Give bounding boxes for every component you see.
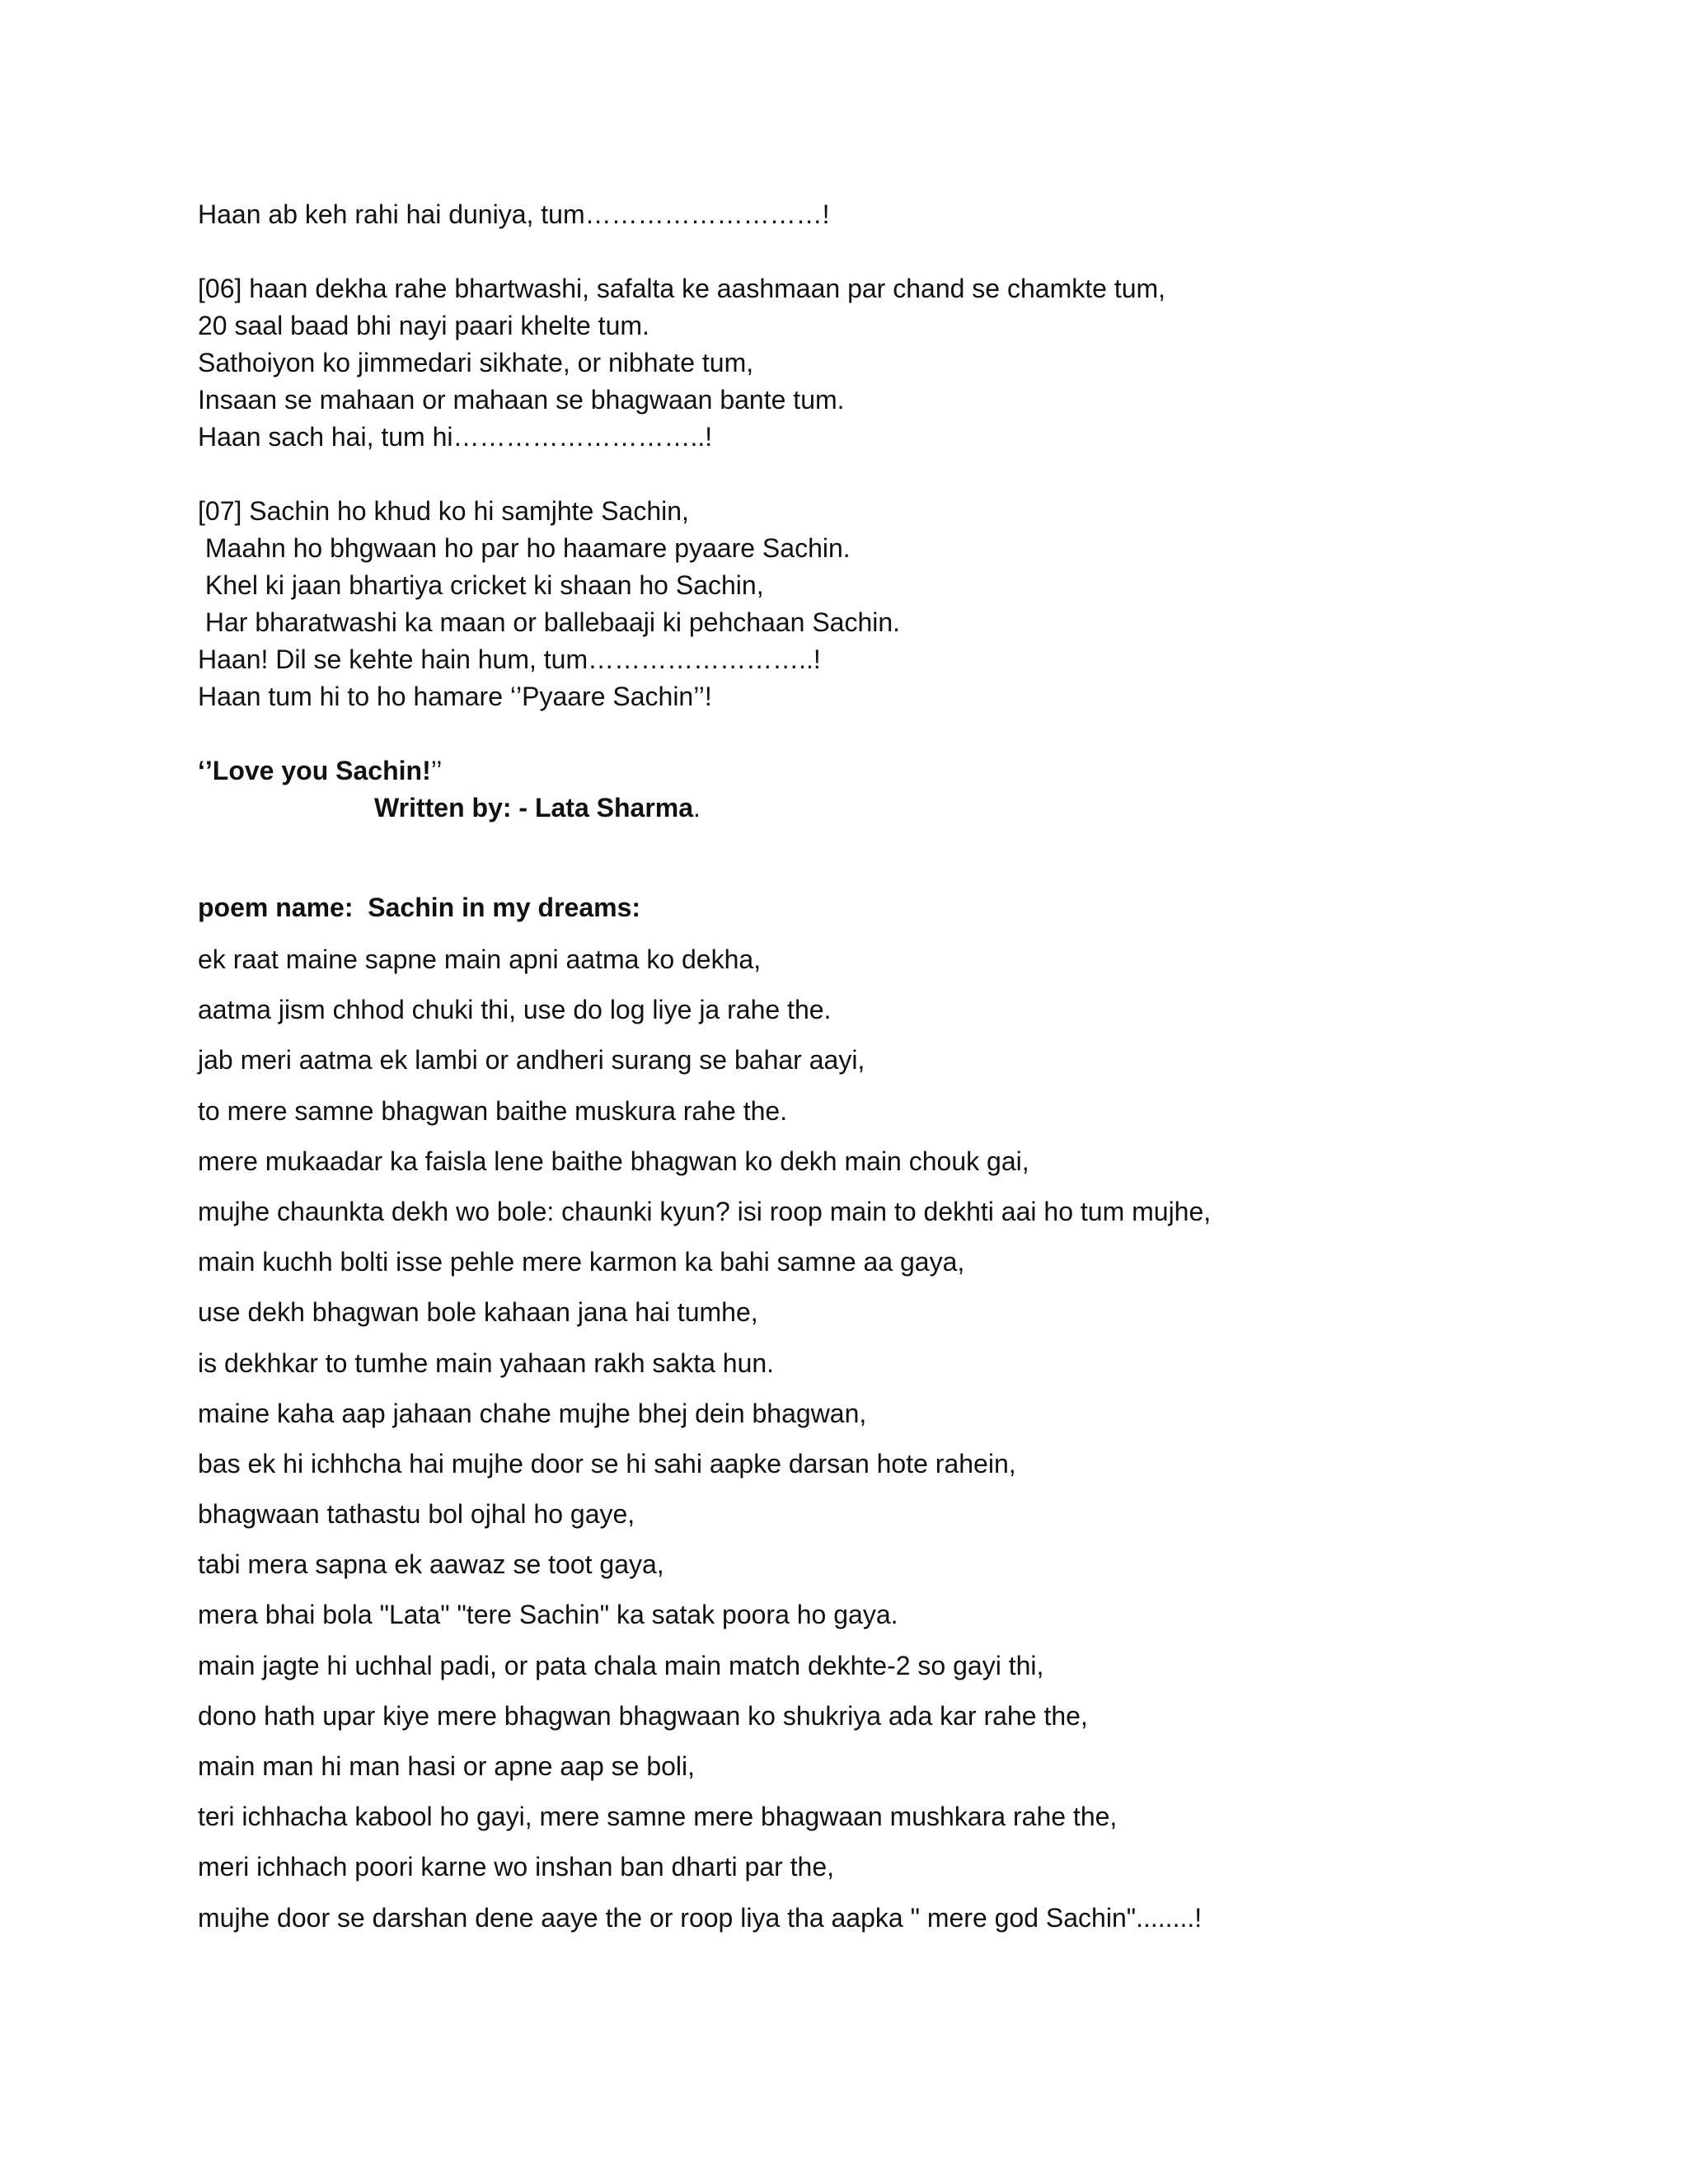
closing-bold-text: ‘’Love you Sachin! [198, 756, 431, 785]
spacer [198, 864, 1550, 880]
poem-line: main jagte hi uchhal padi, or pata chala main match dekhte-2 so gayi thi, [198, 1650, 1044, 1680]
poem-line: main kuchh bolti isse pehle mere karmon ka bahi samne aa gaya, [198, 1247, 965, 1277]
poem-line: maine kaha aap jahaan chahe mujhe bhej dein bhagwan, [198, 1398, 867, 1428]
spacer [198, 827, 1550, 864]
poem-line: dono hath upar kiye mere bhagwan bhagwaan ko shukriya ada kar rahe the, [198, 1700, 1088, 1731]
stanza-line: Haan! Dil se kehte hain hum, tum……………………..! [198, 644, 821, 674]
poem-line: to mere samne bhagwan baithe muskura rahe the. [198, 1095, 788, 1126]
poem-line: mujhe chaunkta dekh wo bole: chaunki kyun? isi roop main to dekhti aai ho tum mujhe, [198, 1196, 1212, 1226]
spacer [198, 715, 1550, 752]
stanza-line: Haan sach hai, tum hi………………………..! [198, 422, 713, 452]
author-period: . [693, 793, 701, 823]
stanza-line: Maahn ho bhgwaan ho par ho haamare pyaare Sachin. [198, 533, 851, 563]
intro-line: Haan ab keh rahi hai duniya, tum………………………! [198, 199, 830, 229]
stanza-06 [198, 270, 1550, 456]
poem-line: teri ichhacha kabool ho gayi, mere samne mere bhagwaan mushkara rahe the, [198, 1802, 1118, 1832]
poem-line: aatma jism chhod chuki thi, use do log liye ja rahe the. [198, 995, 832, 1025]
document-body [198, 196, 1550, 1943]
stanza-line: Khel ki jaan bhartiya cricket ki shaan ho Sachin, [198, 570, 764, 600]
poem-line: tabi mera sapna ek aawaz se toot gaya, [198, 1549, 664, 1580]
poem-line: ek raat maine sapne main apni aatma ko dekha, [198, 944, 762, 974]
stanza-line: Haan tum hi to ho hamare ‘’Pyaare Sachin’’! [198, 682, 712, 711]
stanza-line: Insaan se mahaan or mahaan se bhagwaan bante tum. [198, 385, 845, 415]
poem-heading: poem name: Sachin in my dreams: [198, 893, 641, 922]
poem-line: mere mukaadar ka faisla lene baithe bhagwan ko dekh main chouk gai, [198, 1146, 1029, 1176]
poem-line: mujhe door se darshan dene aaye the or roop liya tha aapka " mere god Sachin"........! [198, 1902, 1203, 1933]
closing-quote: ’’ [430, 756, 443, 785]
poem-line: is dekhkar to tumhe main yahaan rakh sakta hun. [198, 1347, 775, 1378]
stanza-line: 20 saal baad bhi nayi paari khelte tum. [198, 311, 649, 340]
author-name: Written by: - Lata Sharma [374, 793, 694, 823]
closing-line [198, 752, 1550, 790]
stanza-line: [07] Sachin ho khud ko hi samjhte Sachin, [198, 496, 689, 526]
stanza-line: [06] haan dekha rahe bhartwashi, safalta ke aashmaan par chand se chamkte tum, [198, 274, 1166, 303]
poem-body [198, 935, 1550, 1943]
stanza-line: Sathoiyon ko jimmedari sikhate, or nibhate tum, [198, 348, 754, 377]
poem-line: bas ek hi ichhcha hai mujhe door se hi sahi aapke darsan hote rahein, [198, 1448, 1016, 1479]
stanza-line: Har bharatwashi ka maan or ballebaaji ki pehchaan Sachin. [198, 607, 901, 637]
poem-line: bhagwaan tathastu bol ojhal ho gaye, [198, 1499, 635, 1530]
spacer [198, 233, 1550, 270]
spacer [198, 456, 1550, 493]
stanza-07 [198, 493, 1550, 715]
poem-line: mera bhai bola "Lata" "tere Sachin" ka satak poora ho gaya. [198, 1600, 898, 1630]
poem-line: jab meri aatma ek lambi or andheri surang se bahar aayi, [198, 1045, 865, 1076]
author-signature [198, 790, 1550, 827]
poem-line: main man hi man hasi or apne aap se boli, [198, 1751, 696, 1781]
poem-line: meri ichhach poori karne wo inshan ban dharti par the, [198, 1852, 834, 1882]
poem-line: use dekh bhagwan bole kahaan jana hai tumhe, [198, 1297, 758, 1328]
